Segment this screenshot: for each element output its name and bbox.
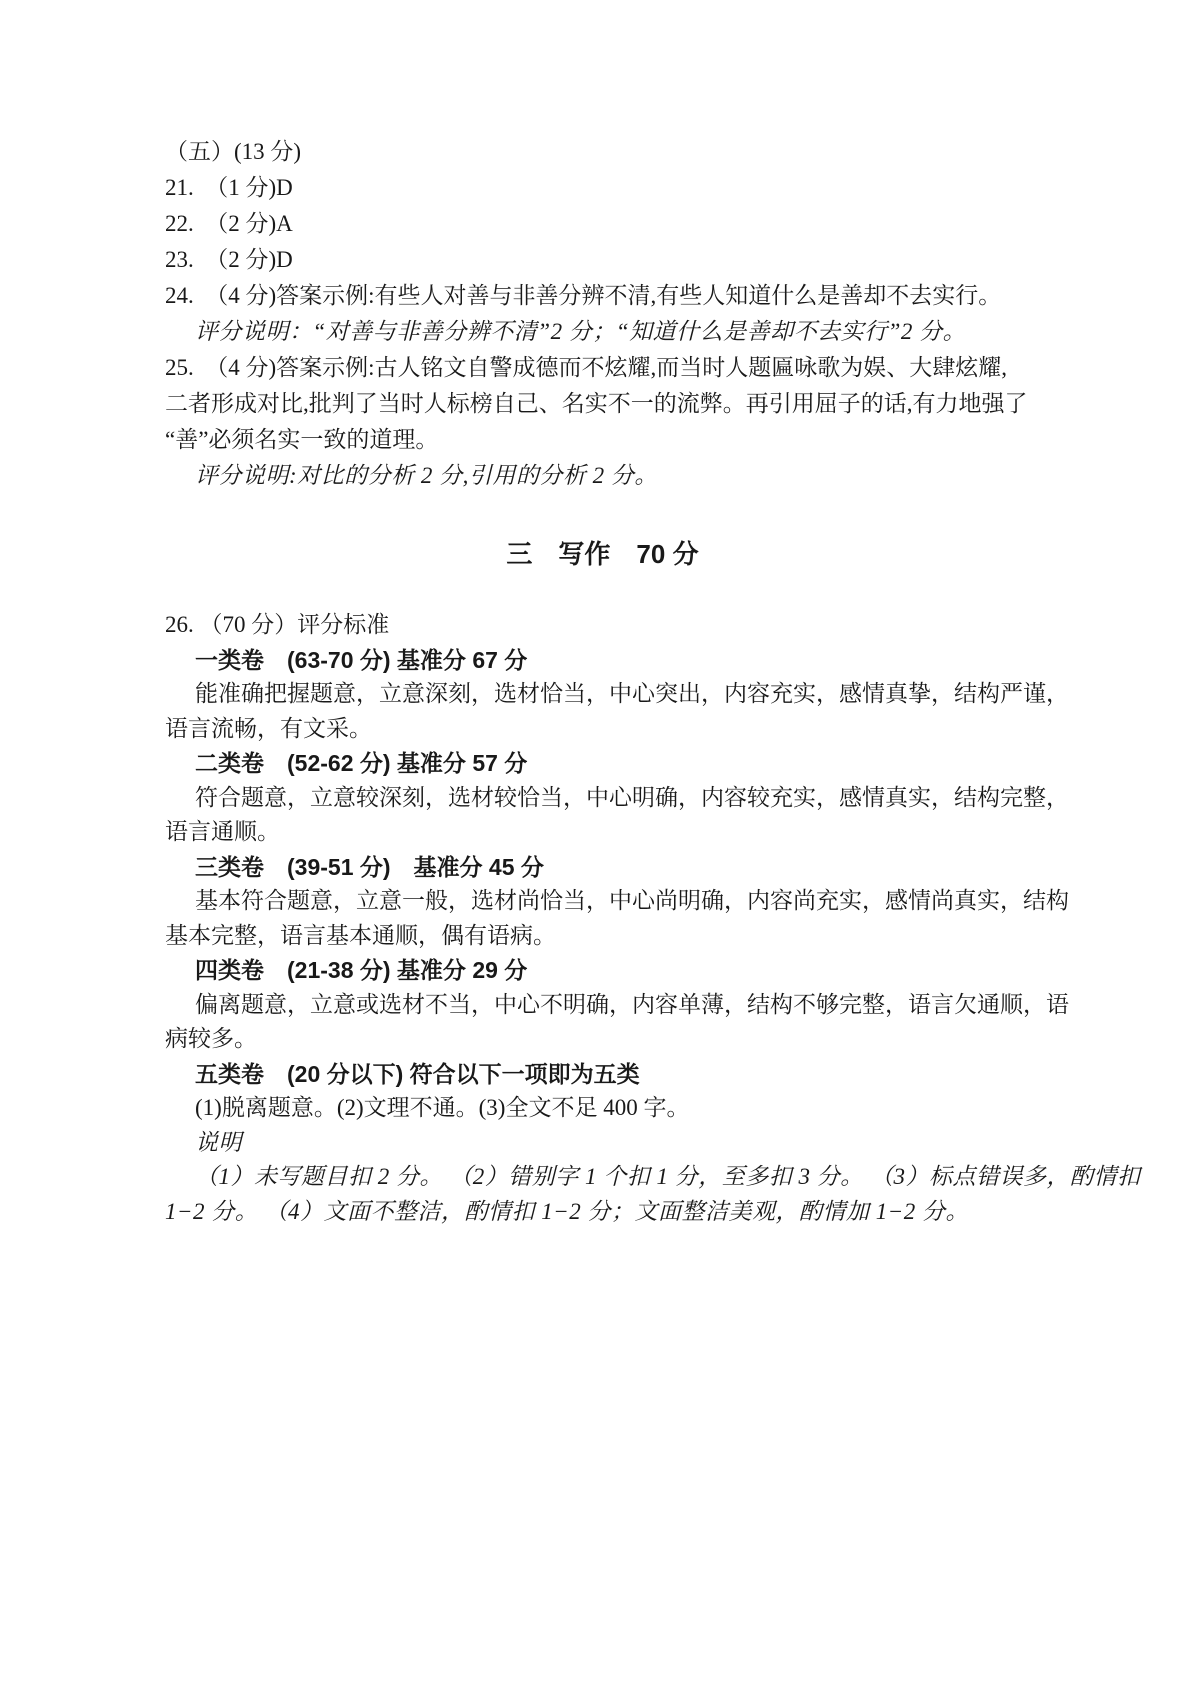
grade2-criteria-line1: 符合题意，立意较深刻，选材较恰当，中心明确，内容较充实，感情真实，结构完整， [195,784,1069,810]
answer-q25-line1: 25. （4 分)答案示例:古人铭文自警成德而不炫耀,而当时人题匾咏歌为娱、大肆炫耀, [165,355,1008,380]
answer-q21: 21. （1 分)D [165,175,293,200]
grade1-title: 一类卷 (63-70 分) 基准分 67 分 [195,646,528,673]
grade3-criteria-line1: 基本符合题意，立意一般，选材尚恰当，中心尚明确，内容尚充实，感情尚真实，结构 [195,888,1069,913]
grade4-criteria-line2: 病较多。 [165,1026,257,1051]
grade2-title: 二类卷 (52-62 分) 基准分 57 分 [195,750,528,776]
answers-section [165,134,1040,494]
answer-q25-line2: 二者形成对比,批判了当时人标榜自己、名实不一的流弊。再引用屈子的话,有力地强了 [165,391,1028,416]
notes-line2: 1−2 分。 （4）文面不整洁，酌情扣 1−2 分；文面整洁美观，酌情加 1−2 分。 [165,1198,970,1224]
scoring-note-q25: 评分说明:对比的分析 2 分,引用的分析 2 分。 [195,463,658,488]
writing-rubric-section [165,608,1141,1229]
grade4-title: 四类卷 (21-38 分) 基准分 29 分 [195,957,528,983]
writing-section-heading-row [165,532,1040,576]
answer-q23: 23. （2 分)D [165,247,293,272]
q26-rubric-header: 26. （70 分）评分标准 [165,612,390,637]
notes-header: 说明 [195,1129,242,1155]
grade3-criteria-line2: 基本完整，语言基本通顺，偶有语病。 [165,922,556,948]
grade5-criteria-line1: (1)脱离题意。(2)文理不通。(3)全文不足 400 字。 [195,1095,690,1120]
notes-line1: （1）未写题目扣 2 分。 （2）错别字 1 个扣 1 分，至多扣 3 分。 （3）标点错误多，酌情扣 [195,1164,1141,1189]
answer-q25-line3: “善”必须名实一致的道理。 [165,427,439,452]
grade5-title: 五类卷 (20 分以下) 符合以下一项即为五类 [195,1060,640,1087]
writing-section-title: 三 写作 70 分 [506,539,699,569]
answer-q22: 22. （2 分)A [165,211,293,236]
answer-q24: 24. （4 分)答案示例:有些人对善与非善分辨不清,有些人知道什么是善却不去实行。 [165,283,1002,308]
grade2-criteria-line2: 语言通顺。 [165,819,280,844]
section-five-header: （五）(13 分) [165,139,302,164]
grade3-title: 三类卷 (39-51 分) 基准分 45 分 [195,853,544,880]
scoring-note-q24: 评分说明：“对善与非善分辨不清”2 分；“知道什么是善却不去实行”2 分。 [195,319,967,344]
grade1-criteria-line1: 能准确把握题意，立意深刻，选材恰当，中心突出，内容充实，感情真挚，结构严谨， [195,681,1069,706]
grade1-criteria-line2: 语言流畅，有文采。 [165,715,372,741]
grade4-criteria-line1: 偏离题意，立意或选材不当，中心不明确，内容单薄，结构不够完整，语言欠通顺，语 [195,991,1069,1017]
